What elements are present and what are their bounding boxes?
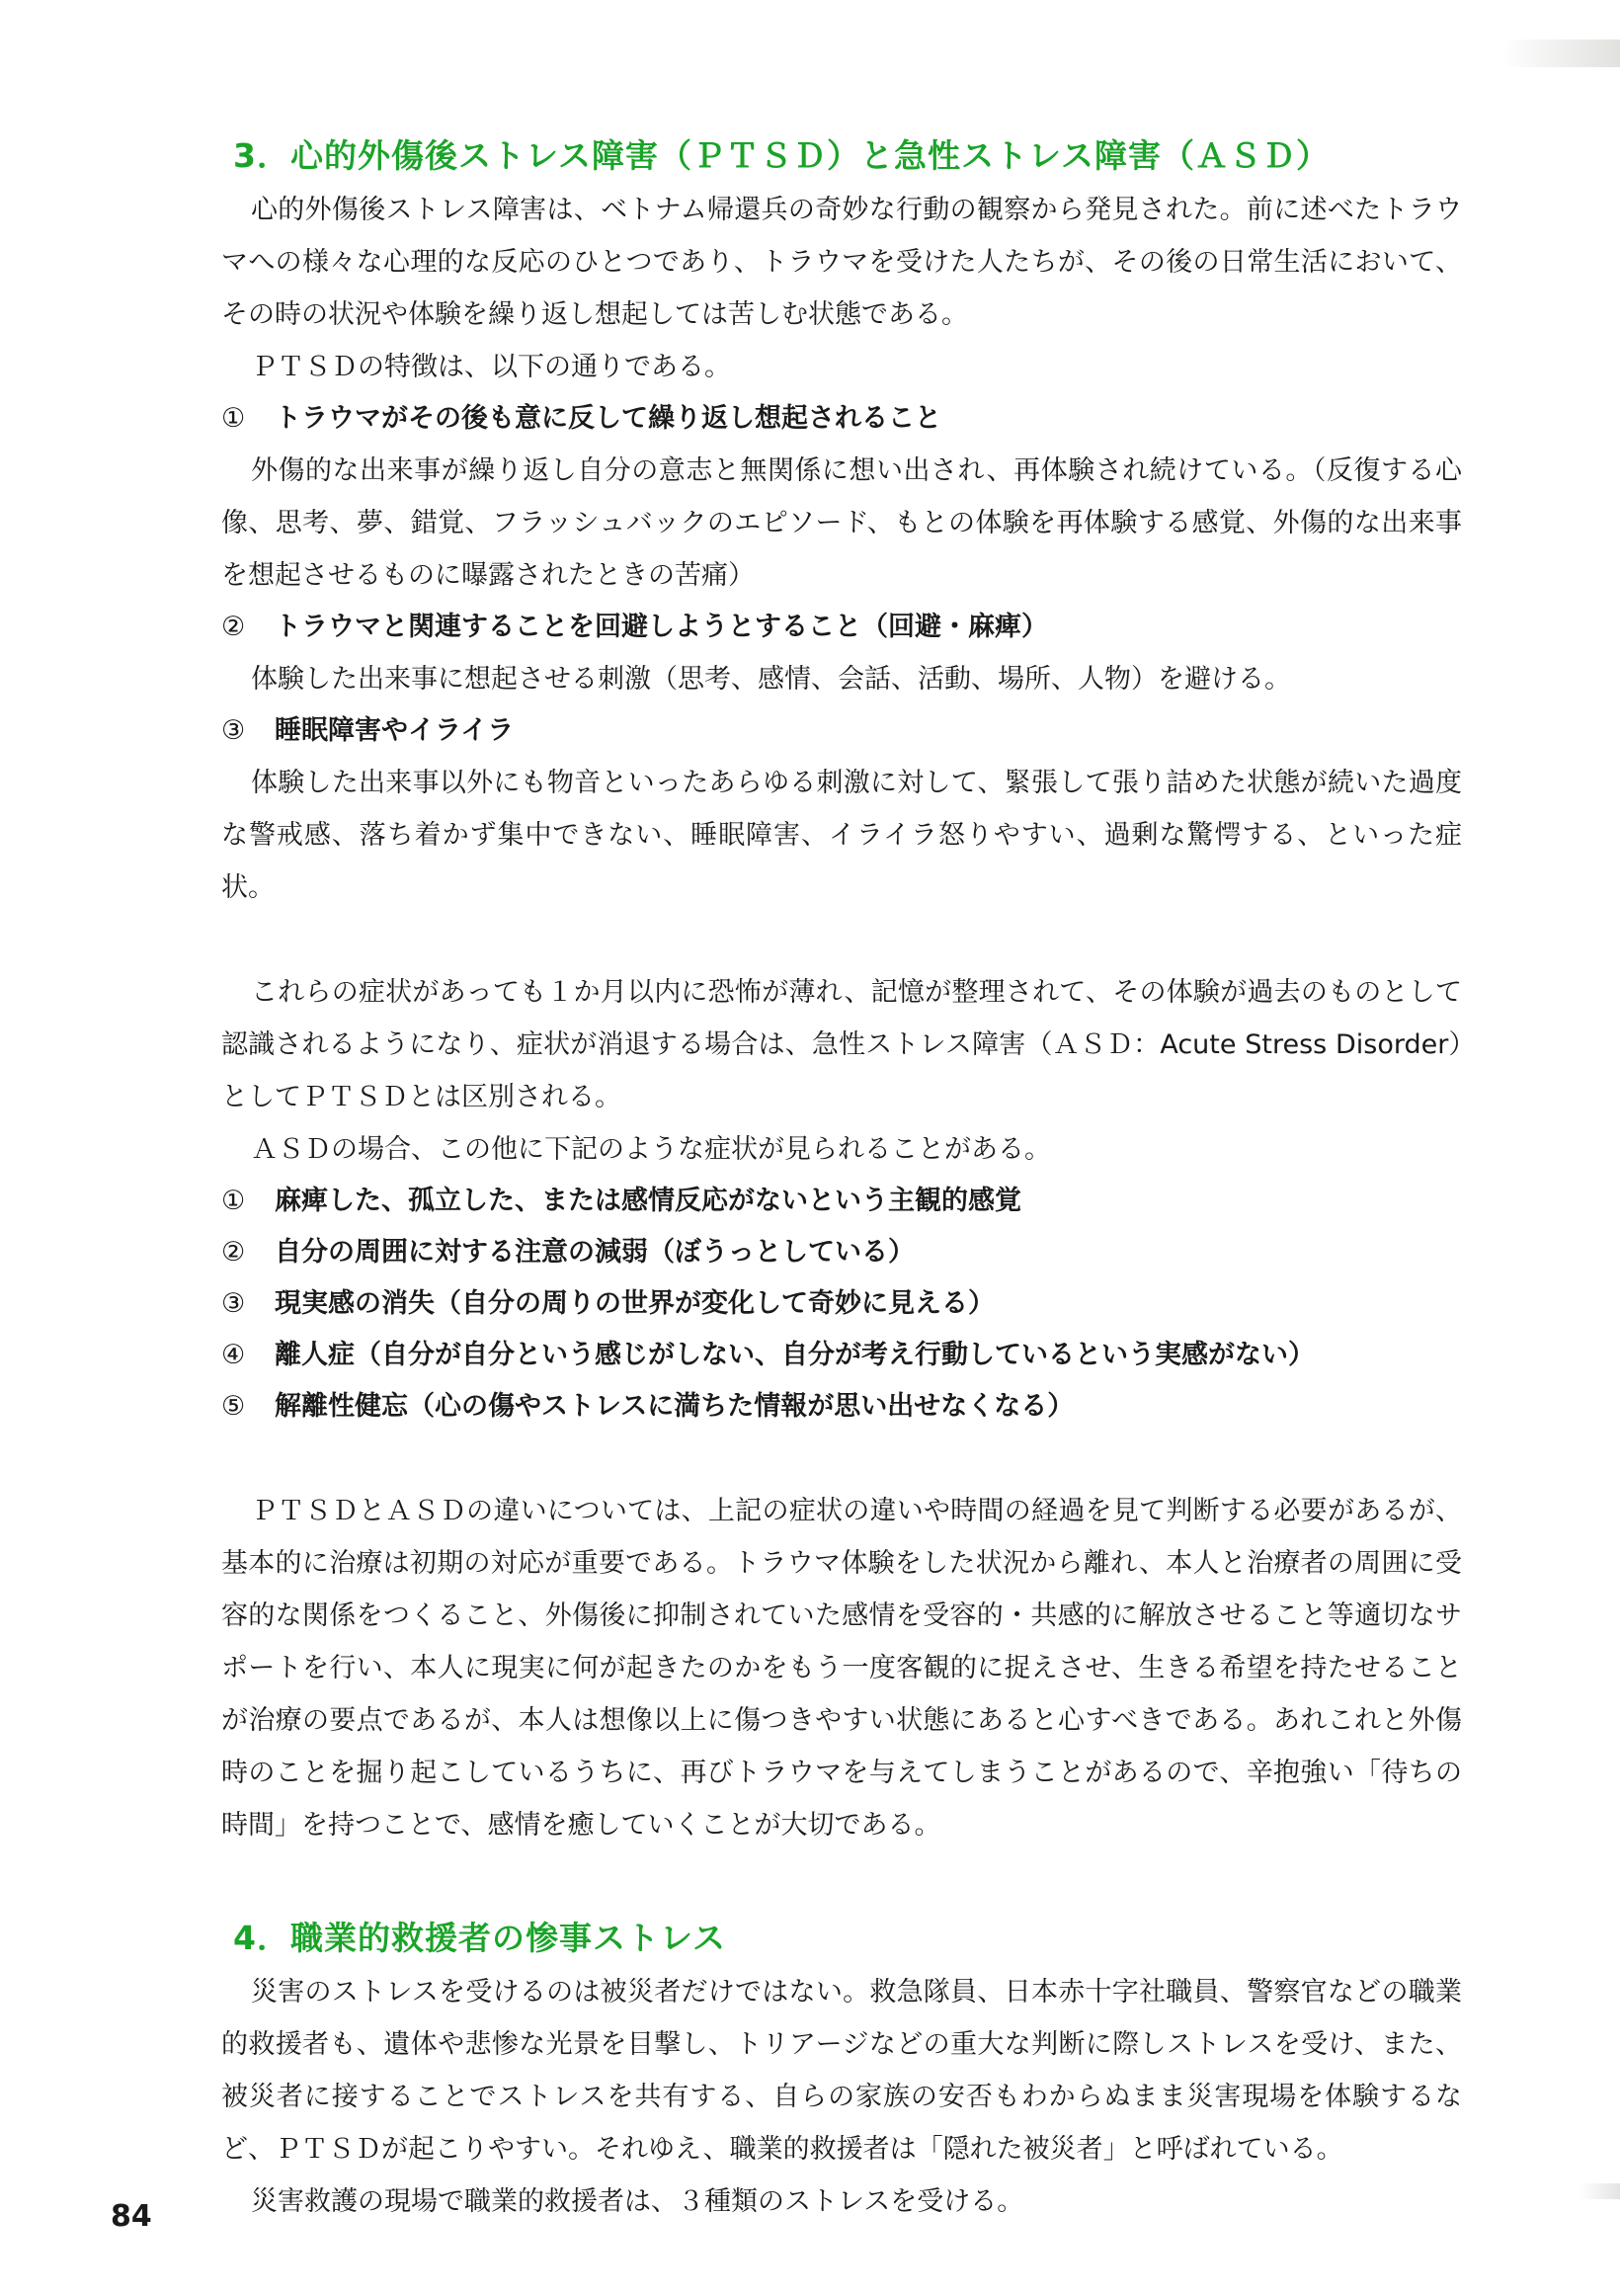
- paragraph: これらの症状があっても１か月以内に恐怖が薄れ、記憶が整理されて、その体験が過去のものとして認識されるようになり、症状が消退する場合は、急性ストレス障害（ＡＳＤ：Acute Stress Disorder）としてＰＴＳＤとは区別される。: [221, 977, 1462, 1112]
- symptom-item: ④ 離人症（自分が自分という感じがしない、自分が考え行動しているという実感がない）: [221, 1330, 1462, 1381]
- feature-heading: ② トラウマと関連することを回避しようとすること（回避・麻痺）: [221, 602, 1462, 653]
- scan-edge-shadow: [1501, 40, 1620, 67]
- circled-number: ③: [221, 715, 246, 746]
- circled-number: ③: [221, 1288, 246, 1319]
- circled-number: ①: [221, 403, 246, 434]
- section-heading: 3．心的外傷後ストレス障害（ＰＴＳＤ）と急性ストレス障害（ＡＳＤ）: [233, 136, 1330, 175]
- page-number: 84: [111, 2199, 152, 2234]
- symptom-item: ① 麻痺した、孤立した、または感情反応がないという主観的感覚: [221, 1176, 1462, 1227]
- symptom-item: ② 自分の周囲に対する注意の減弱（ぼうっとしている）: [221, 1227, 1462, 1278]
- page-content: [221, 128, 1462, 2228]
- scan-edge-shadow: [1580, 2183, 1620, 2199]
- paragraph: 体験した出来事に想起させる刺激（思考、感情、会話、活動、場所、人物）を避ける。: [251, 664, 1291, 695]
- symptom-item: ⑤ 解離性健忘（心の傷やストレスに満ちた情報が思い出せなくなる）: [221, 1381, 1462, 1433]
- section-heading: 4．職業的救援者の惨事ストレス: [233, 1919, 726, 1957]
- spacer: [221, 914, 1462, 966]
- paragraph: 体験した出来事以外にも物音といったあらゆる刺激に対して、緊張して張り詰めた状態が続いた過度な警戒感、落ち着かず集中できない、睡眠障害、イライラ怒りやすい、過剰な驚愕する、といった症状。: [221, 768, 1462, 903]
- paragraph: ＰＴＳＤの特徴は、以下の通りである。: [251, 352, 731, 382]
- circled-number: ⑤: [221, 1391, 246, 1422]
- paragraph: ＡＳＤの場合、この他に下記のような症状が見られることがある。: [251, 1134, 1051, 1165]
- paragraph: 心的外傷後ストレス障害は、ベトナム帰還兵の奇妙な行動の観察から発見された。前に述べたトラウマへの様々な心理的な反応のひとつであり、トラウマを受けた人たちが、その後の日常生活において、その時の状況や体験を繰り返し想起しては苦しむ状態である。: [221, 195, 1462, 330]
- spacer: [221, 1433, 1462, 1485]
- spacer: [221, 1851, 1462, 1911]
- feature-heading: ① トラウマがその後も意に反して繰り返し想起されること: [221, 393, 1462, 445]
- feature-heading: ③ 睡眠障害やイライラ: [221, 705, 1462, 757]
- paragraph: 外傷的な出来事が繰り返し自分の意志と無関係に想い出され、再体験され続けている。（反復する心像、思考、夢、錯覚、フラッシュバックのエピソード、もとの体験を再体験する感覚、外傷的な出来事を想起させるものに曝露されたときの苦痛）: [221, 455, 1462, 591]
- symptom-item: ③ 現実感の消失（自分の周りの世界が変化して奇妙に見える）: [221, 1278, 1462, 1330]
- paragraph: 災害救護の現場で職業的救援者は、３種類のストレスを受ける。: [251, 2186, 1024, 2217]
- circled-number: ①: [221, 1186, 246, 1216]
- circled-number: ②: [221, 612, 246, 642]
- paragraph: 災害のストレスを受けるのは被災者だけではない。救急隊員、日本赤十字社職員、警察官などの職業的救援者も、遺体や悲惨な光景を目撃し、トリアージなどの重大な判断に際しストレスを受け、また、被災者に接することでストレスを共有する、自らの家族の安否もわからぬまま災害現場を体験するなど、ＰＴＳＤが起こりやすい。それゆえ、職業的救援者は「隠れた被災者」と呼ばれている。: [221, 1977, 1462, 2165]
- circled-number: ④: [221, 1340, 246, 1370]
- circled-number: ②: [221, 1237, 246, 1268]
- paragraph: ＰＴＳＤとＡＳＤの違いについては、上記の症状の違いや時間の経過を見て判断する必要があるが、基本的に治療は初期の対応が重要である。トラウマ体験をした状況から離れ、本人と治療者の周囲に受容的な関係をつくること、外傷後に抑制されていた感情を受容的・共感的に解放させること等適切なサポートを行い、本人に現実に何が起きたのかをもう一度客観的に捉えさせ、生きる希望を持たせることが治療の要点であるが、本人は想像以上に傷つきやすい状態にあると心すべきである。あれこれと外傷時のことを掘り起こしているうちに、再びトラウマを与えてしまうことがあるので、辛抱強い「待ちの時間」を持つことで、感情を癒していくことが大切である。: [221, 1496, 1462, 1841]
